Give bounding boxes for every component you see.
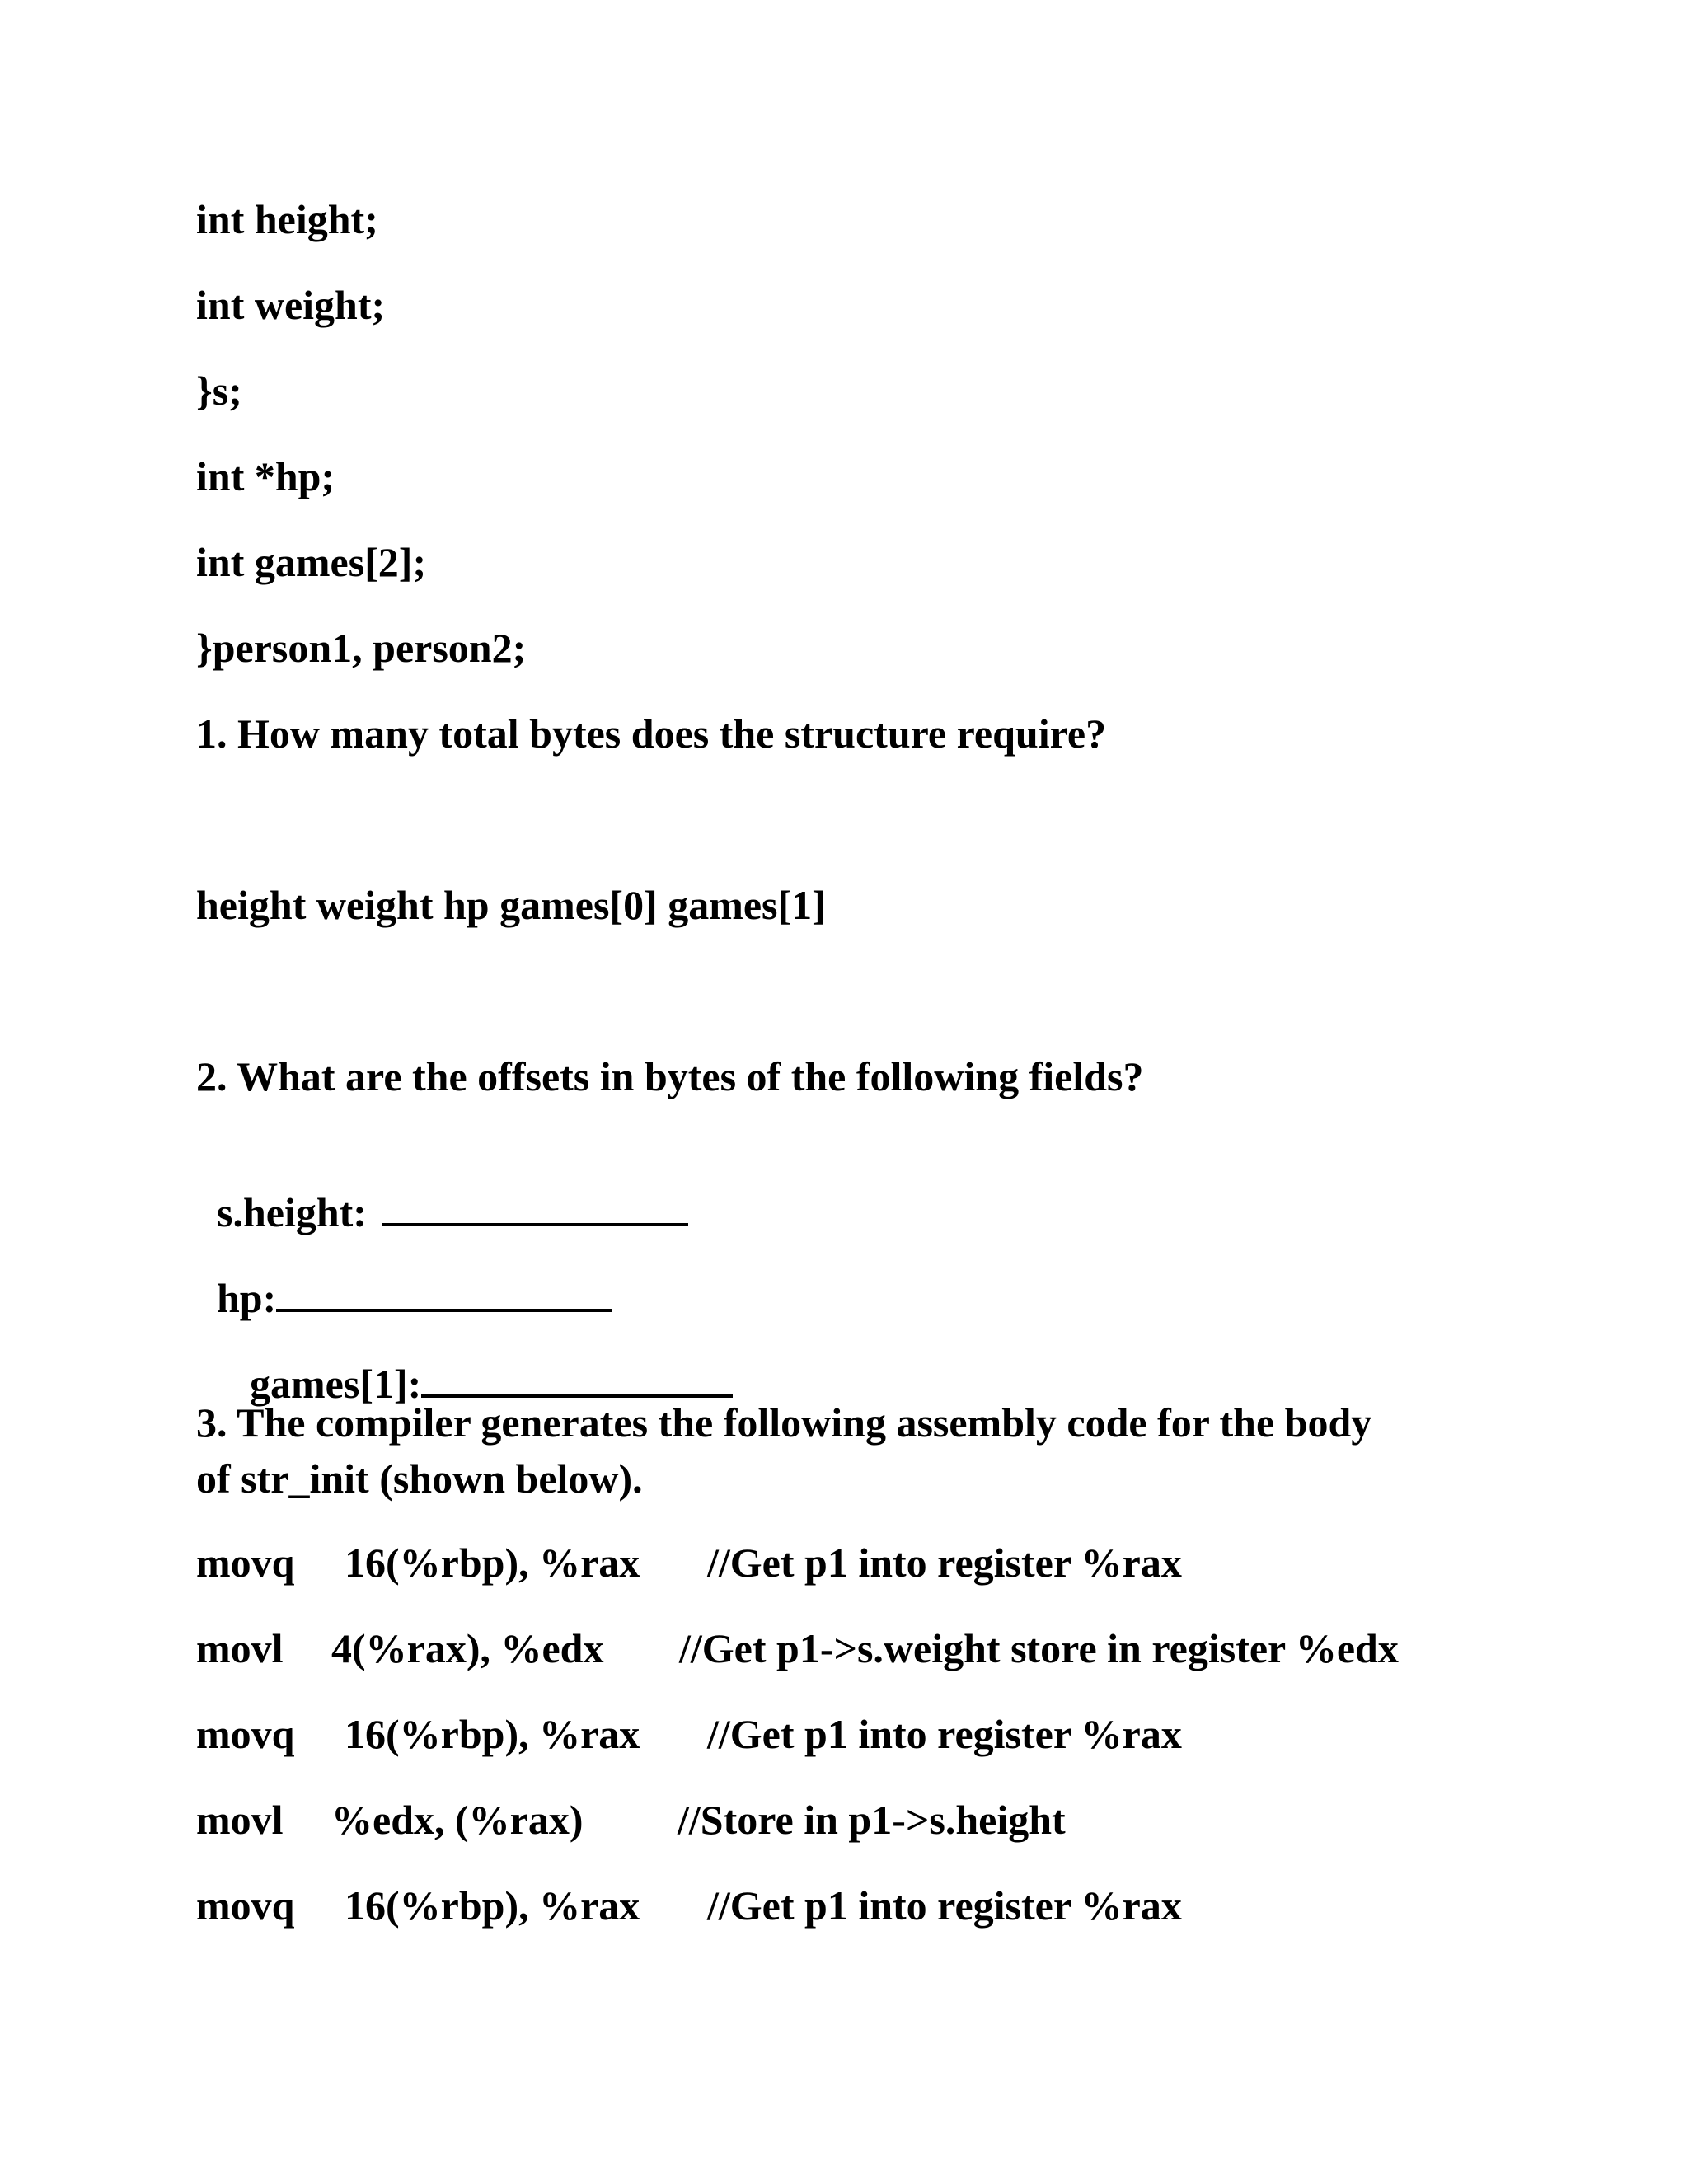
question-3-line-1: 3. The compiler generates the following assembly code for the body xyxy=(196,1399,1372,1446)
asm-comment: //Store in p1->s.height xyxy=(678,1797,1066,1843)
asm-args: 16(%rbp), %rax xyxy=(345,1540,640,1586)
asm-line-1 xyxy=(196,1538,1515,1587)
asm-op: movl xyxy=(196,1625,284,1671)
question-3-line-2: of str_init (shown below). xyxy=(196,1455,643,1502)
asm-comment: //Get p1 into register %rax xyxy=(707,1711,1182,1757)
asm-args: 4(%rax), %edx xyxy=(331,1625,604,1671)
asm-op: movq xyxy=(196,1882,295,1929)
asm-args: 16(%rbp), %rax xyxy=(345,1882,640,1929)
offset-s-height-label: s.height: xyxy=(217,1189,367,1235)
code-line-persons: }person1, person2; xyxy=(196,625,527,671)
code-line-hp: int *hp; xyxy=(196,453,335,499)
offset-s-height-row xyxy=(196,1137,688,1237)
asm-op: movl xyxy=(196,1797,284,1843)
asm-line-2 xyxy=(196,1624,1515,1673)
asm-args: 16(%rbp), %rax xyxy=(345,1711,640,1757)
hp-answer-blank[interactable] xyxy=(276,1272,612,1312)
question-1: 1. How many total bytes does the structure require? xyxy=(196,710,1107,757)
asm-op: movq xyxy=(196,1711,295,1757)
offset-hp-row xyxy=(196,1223,612,1323)
code-line-height: int height; xyxy=(196,196,378,242)
code-line-weight: int weight; xyxy=(196,282,386,328)
fields-row: height weight hp games[0] games[1] xyxy=(196,882,826,928)
offset-games1-row xyxy=(229,1309,733,1408)
code-line-games: int games[2]; xyxy=(196,539,427,585)
asm-line-5 xyxy=(196,1881,1515,1930)
games1-answer-blank[interactable] xyxy=(421,1358,733,1398)
offset-games1-label: games[1]: xyxy=(250,1361,422,1407)
asm-line-4 xyxy=(196,1795,1515,1844)
asm-op: movq xyxy=(196,1540,295,1586)
question-3 xyxy=(196,1394,1482,1507)
asm-comment: //Get p1 into register %rax xyxy=(707,1882,1182,1929)
code-line-struct-close: }s; xyxy=(196,368,242,414)
asm-line-3 xyxy=(196,1709,1515,1759)
s-height-answer-blank[interactable] xyxy=(382,1187,688,1226)
asm-comment: //Get p1 into register %rax xyxy=(707,1540,1182,1586)
asm-args: %edx, (%rax) xyxy=(331,1797,584,1843)
question-2: 2. What are the offsets in bytes of the following fields? xyxy=(196,1053,1144,1099)
offset-hp-label: hp: xyxy=(217,1275,277,1321)
asm-comment: //Get p1->s.weight store in register %edx xyxy=(679,1625,1399,1671)
